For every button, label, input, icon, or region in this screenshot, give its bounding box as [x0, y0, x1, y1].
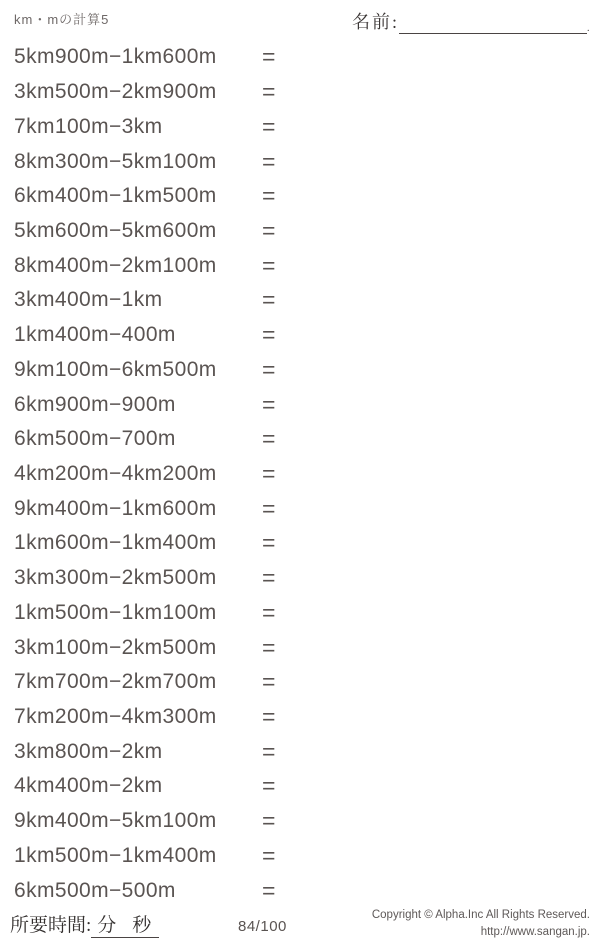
- equals-sign: =: [262, 599, 276, 626]
- problem-row: [0, 665, 600, 700]
- problem-row: [0, 526, 600, 561]
- problem-row: [0, 769, 600, 804]
- problem-expression: 6km500m−700m: [14, 427, 176, 451]
- equals-sign: =: [262, 460, 276, 487]
- score-badge: 84/100: [238, 918, 287, 935]
- equals-sign: =: [262, 286, 276, 313]
- equals-sign: =: [262, 738, 276, 765]
- equals-sign: =: [262, 772, 276, 799]
- name-line-end-dot: .: [587, 23, 590, 34]
- equals-sign: =: [262, 356, 276, 383]
- problem-expression: 9km400m−1km600m: [14, 496, 217, 520]
- problem-row: [0, 352, 600, 387]
- problem-expression: 7km100m−3km: [14, 114, 163, 138]
- problem-row: [0, 873, 600, 908]
- equals-sign: =: [262, 113, 276, 140]
- problem-row: [0, 596, 600, 631]
- problem-row: [0, 144, 600, 179]
- problem-row: [0, 804, 600, 839]
- problem-row: [0, 457, 600, 492]
- problem-expression: 8km400m−2km100m: [14, 253, 217, 277]
- page-title: km・mの計算5: [14, 12, 110, 27]
- copyright-line: Copyright © Alpha.Inc All Rights Reserved.: [371, 909, 590, 921]
- equals-sign: =: [262, 703, 276, 730]
- time-answer-line[interactable]: [91, 910, 159, 938]
- equals-sign: =: [262, 564, 276, 591]
- problem-expression: 5km600m−5km600m: [14, 218, 217, 242]
- copyright-url: http://www.sangan.jp.: [480, 925, 590, 938]
- equals-sign: =: [262, 529, 276, 556]
- equals-sign: =: [262, 43, 276, 70]
- equals-sign: =: [262, 425, 276, 452]
- problem-expression: 1km500m−1km100m: [14, 600, 217, 624]
- seconds-label: 秒: [132, 915, 154, 936]
- problem-row: [0, 318, 600, 353]
- equals-sign: =: [262, 321, 276, 348]
- problem-expression: 1km600m−1km400m: [14, 531, 217, 555]
- equals-sign: =: [262, 877, 276, 904]
- problem-expression: 8km300m−5km100m: [14, 149, 217, 173]
- problem-row: [0, 491, 600, 526]
- problem-row: [0, 75, 600, 110]
- equals-sign: =: [262, 391, 276, 418]
- problem-row: [0, 283, 600, 318]
- problem-row: [0, 839, 600, 874]
- problems-list: [0, 40, 600, 908]
- equals-sign: =: [262, 78, 276, 105]
- problem-expression: 3km100m−2km500m: [14, 635, 217, 659]
- problem-expression: 6km900m−900m: [14, 392, 176, 416]
- problem-expression: 3km500m−2km900m: [14, 80, 217, 104]
- problem-row: [0, 700, 600, 735]
- problem-row: [0, 734, 600, 769]
- minutes-label: 分: [97, 915, 119, 936]
- equals-sign: =: [262, 495, 276, 522]
- problem-expression: 9km100m−6km500m: [14, 357, 217, 381]
- copyright-notice: [372, 907, 590, 940]
- equals-sign: =: [262, 842, 276, 869]
- equals-sign: =: [262, 148, 276, 175]
- problem-expression: 7km200m−4km300m: [14, 705, 217, 729]
- problem-row: [0, 179, 600, 214]
- problem-expression: 3km800m−2km: [14, 739, 163, 763]
- equals-sign: =: [262, 807, 276, 834]
- name-label: 名前:: [352, 12, 400, 32]
- equals-sign: =: [262, 252, 276, 279]
- problem-expression: 6km500m−500m: [14, 878, 176, 902]
- equals-sign: =: [262, 182, 276, 209]
- name-field: [352, 8, 590, 34]
- problem-row: [0, 248, 600, 283]
- problem-expression: 3km400m−1km: [14, 288, 163, 312]
- problem-expression: 4km400m−2km: [14, 774, 163, 798]
- problem-expression: 5km900m−1km600m: [14, 45, 217, 69]
- equals-sign: =: [262, 634, 276, 661]
- problem-expression: 6km400m−1km500m: [14, 184, 217, 208]
- problem-row: [0, 422, 600, 457]
- time-required-field: [10, 910, 159, 938]
- problem-expression: 9km400m−5km100m: [14, 809, 217, 833]
- problem-expression: 1km400m−400m: [14, 323, 176, 347]
- time-required-label: 所要時間:: [10, 915, 92, 936]
- problem-expression: 4km200m−4km200m: [14, 461, 217, 485]
- equals-sign: =: [262, 217, 276, 244]
- problem-expression: 1km500m−1km400m: [14, 843, 217, 867]
- problem-expression: 3km300m−2km500m: [14, 566, 217, 590]
- problem-row: [0, 630, 600, 665]
- problem-expression: 7km700m−2km700m: [14, 670, 217, 694]
- problem-row: [0, 561, 600, 596]
- problem-row: [0, 109, 600, 144]
- name-input-line[interactable]: [399, 14, 587, 34]
- equals-sign: =: [262, 668, 276, 695]
- problem-row: [0, 387, 600, 422]
- problem-row: [0, 40, 600, 75]
- problem-row: [0, 214, 600, 249]
